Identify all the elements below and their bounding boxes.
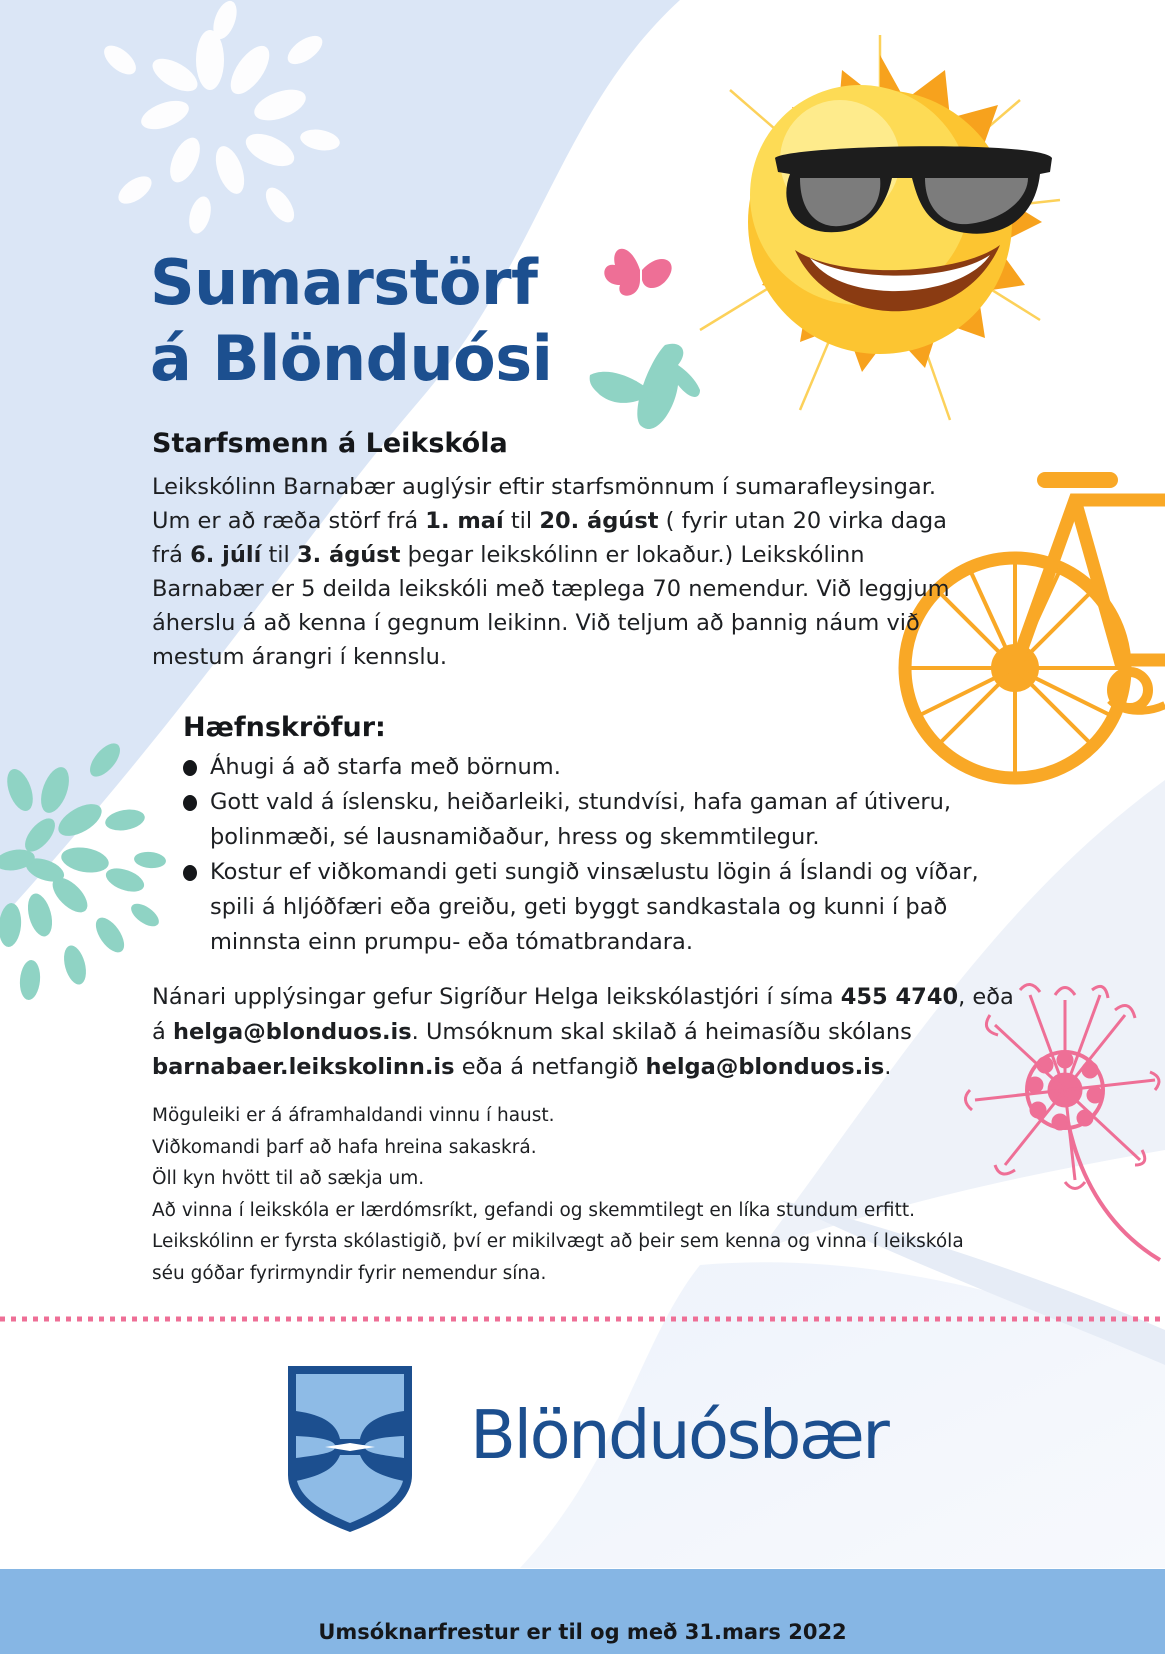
title-line-2: á Blönduósi [150,322,553,395]
note-line: Möguleiki er á áframhaldandi vinnu í haust. [152,1105,555,1126]
closed-from-date: 6. júlí [190,542,262,568]
intro-text: þegar leikskólinn er lokaður.) Leikskólinn Barnabær er 5 deilda leikskóli með tæplega 70 nemendur. Við leggjum áherslu á að kenna í gegnum leikinn. Við teljum að þannig náum við mestum árangri í kennslu. [152,542,950,670]
notes [152,1100,1082,1289]
blonduos-crest-icon [285,1363,415,1535]
note-line: Leikskólinn er fyrsta skólastigið, því er mikilvægt að þeir sem kenna og vinna í leikskóla [152,1231,964,1252]
contact-text: , eða á [152,984,1014,1045]
note-line: Að vinna í leikskóla er lærdómsríkt, gefandi og skemmtilegt en líka stundum erfitt. [152,1199,915,1221]
contact-text: . Umsóknum skal skilað á heimasíðu skólans [411,1019,912,1045]
contact-paragraph [152,980,1032,1085]
contact-text: eða á netfangið [454,1054,646,1080]
intro-paragraph [152,470,972,674]
sun-with-sunglasses-icon [700,35,1060,420]
list-item [183,750,1003,785]
requirements-list [183,750,1003,960]
website-link[interactable]: barnabaer.leikskolinn.is [152,1054,455,1080]
dotted-divider [0,1316,1165,1322]
note-line: séu góðar fyrirmyndir fyrir nemendur sína. [152,1262,547,1284]
intro-text: til [261,542,297,568]
intro-text: ( fyrir utan 20 virka daga frá [152,508,947,568]
list-item [183,785,1003,855]
job-heading: Starfsmenn á Leikskóla [152,428,508,459]
contact-text: . [884,1054,892,1080]
closed-to-date: 3. ágúst [296,542,401,568]
note-line: Viðkomandi þarf að hafa hreina sakaskrá. [152,1136,537,1158]
butterfly-icon [604,249,671,296]
requirements-heading: Hæfnskröfur: [183,712,386,743]
page-title [150,245,552,397]
end-date: 20. ágúst [539,508,659,534]
brand-name: Blönduósbær [470,1396,888,1474]
title-line-1: Sumarstörf [150,246,538,319]
email-link[interactable]: helga@blonduos.is [645,1054,885,1080]
bullet-icon [183,760,197,776]
requirement-text: Gott vald á íslensku, heiðarleiki, stundvísi, hafa gaman af útiveru, þolinmæði, sé lausnamiðaður, hress og skemmtilegur. [210,789,952,850]
list-item [183,855,1003,960]
requirement-text: Kostur ef viðkomandi geti sungið vinsælustu lögin á Íslandi og víðar, spili á hljóðfæri eða greiðu, geti byggt sandkastala og kunni í það minnsta einn prumpu- eða tómatbrandara. [210,859,979,955]
start-date: 1. maí [425,508,504,534]
application-deadline: Umsóknarfrestur er til og með 31.mars 2022 [318,1620,847,1644]
note-line: Öll kyn hvött til að sækja um. [152,1168,425,1189]
intro-text: Leikskólinn Barnabær auglýsir eftir starfsmönnum í sumarafleysingar. Um er að ræða störf frá [152,474,937,534]
email-link[interactable]: helga@blonduos.is [172,1019,412,1045]
phone-number: 455 4740 [840,984,959,1010]
intro-text: til [503,508,540,534]
bullet-icon [183,865,197,881]
butterfly-icon [590,344,700,429]
bullet-icon [183,795,197,811]
contact-text: Nánari upplýsingar gefur Sigríður Helga leikskólastjóri í síma [152,984,841,1010]
requirement-text: Áhugi á að starfa með börnum. [210,754,561,780]
